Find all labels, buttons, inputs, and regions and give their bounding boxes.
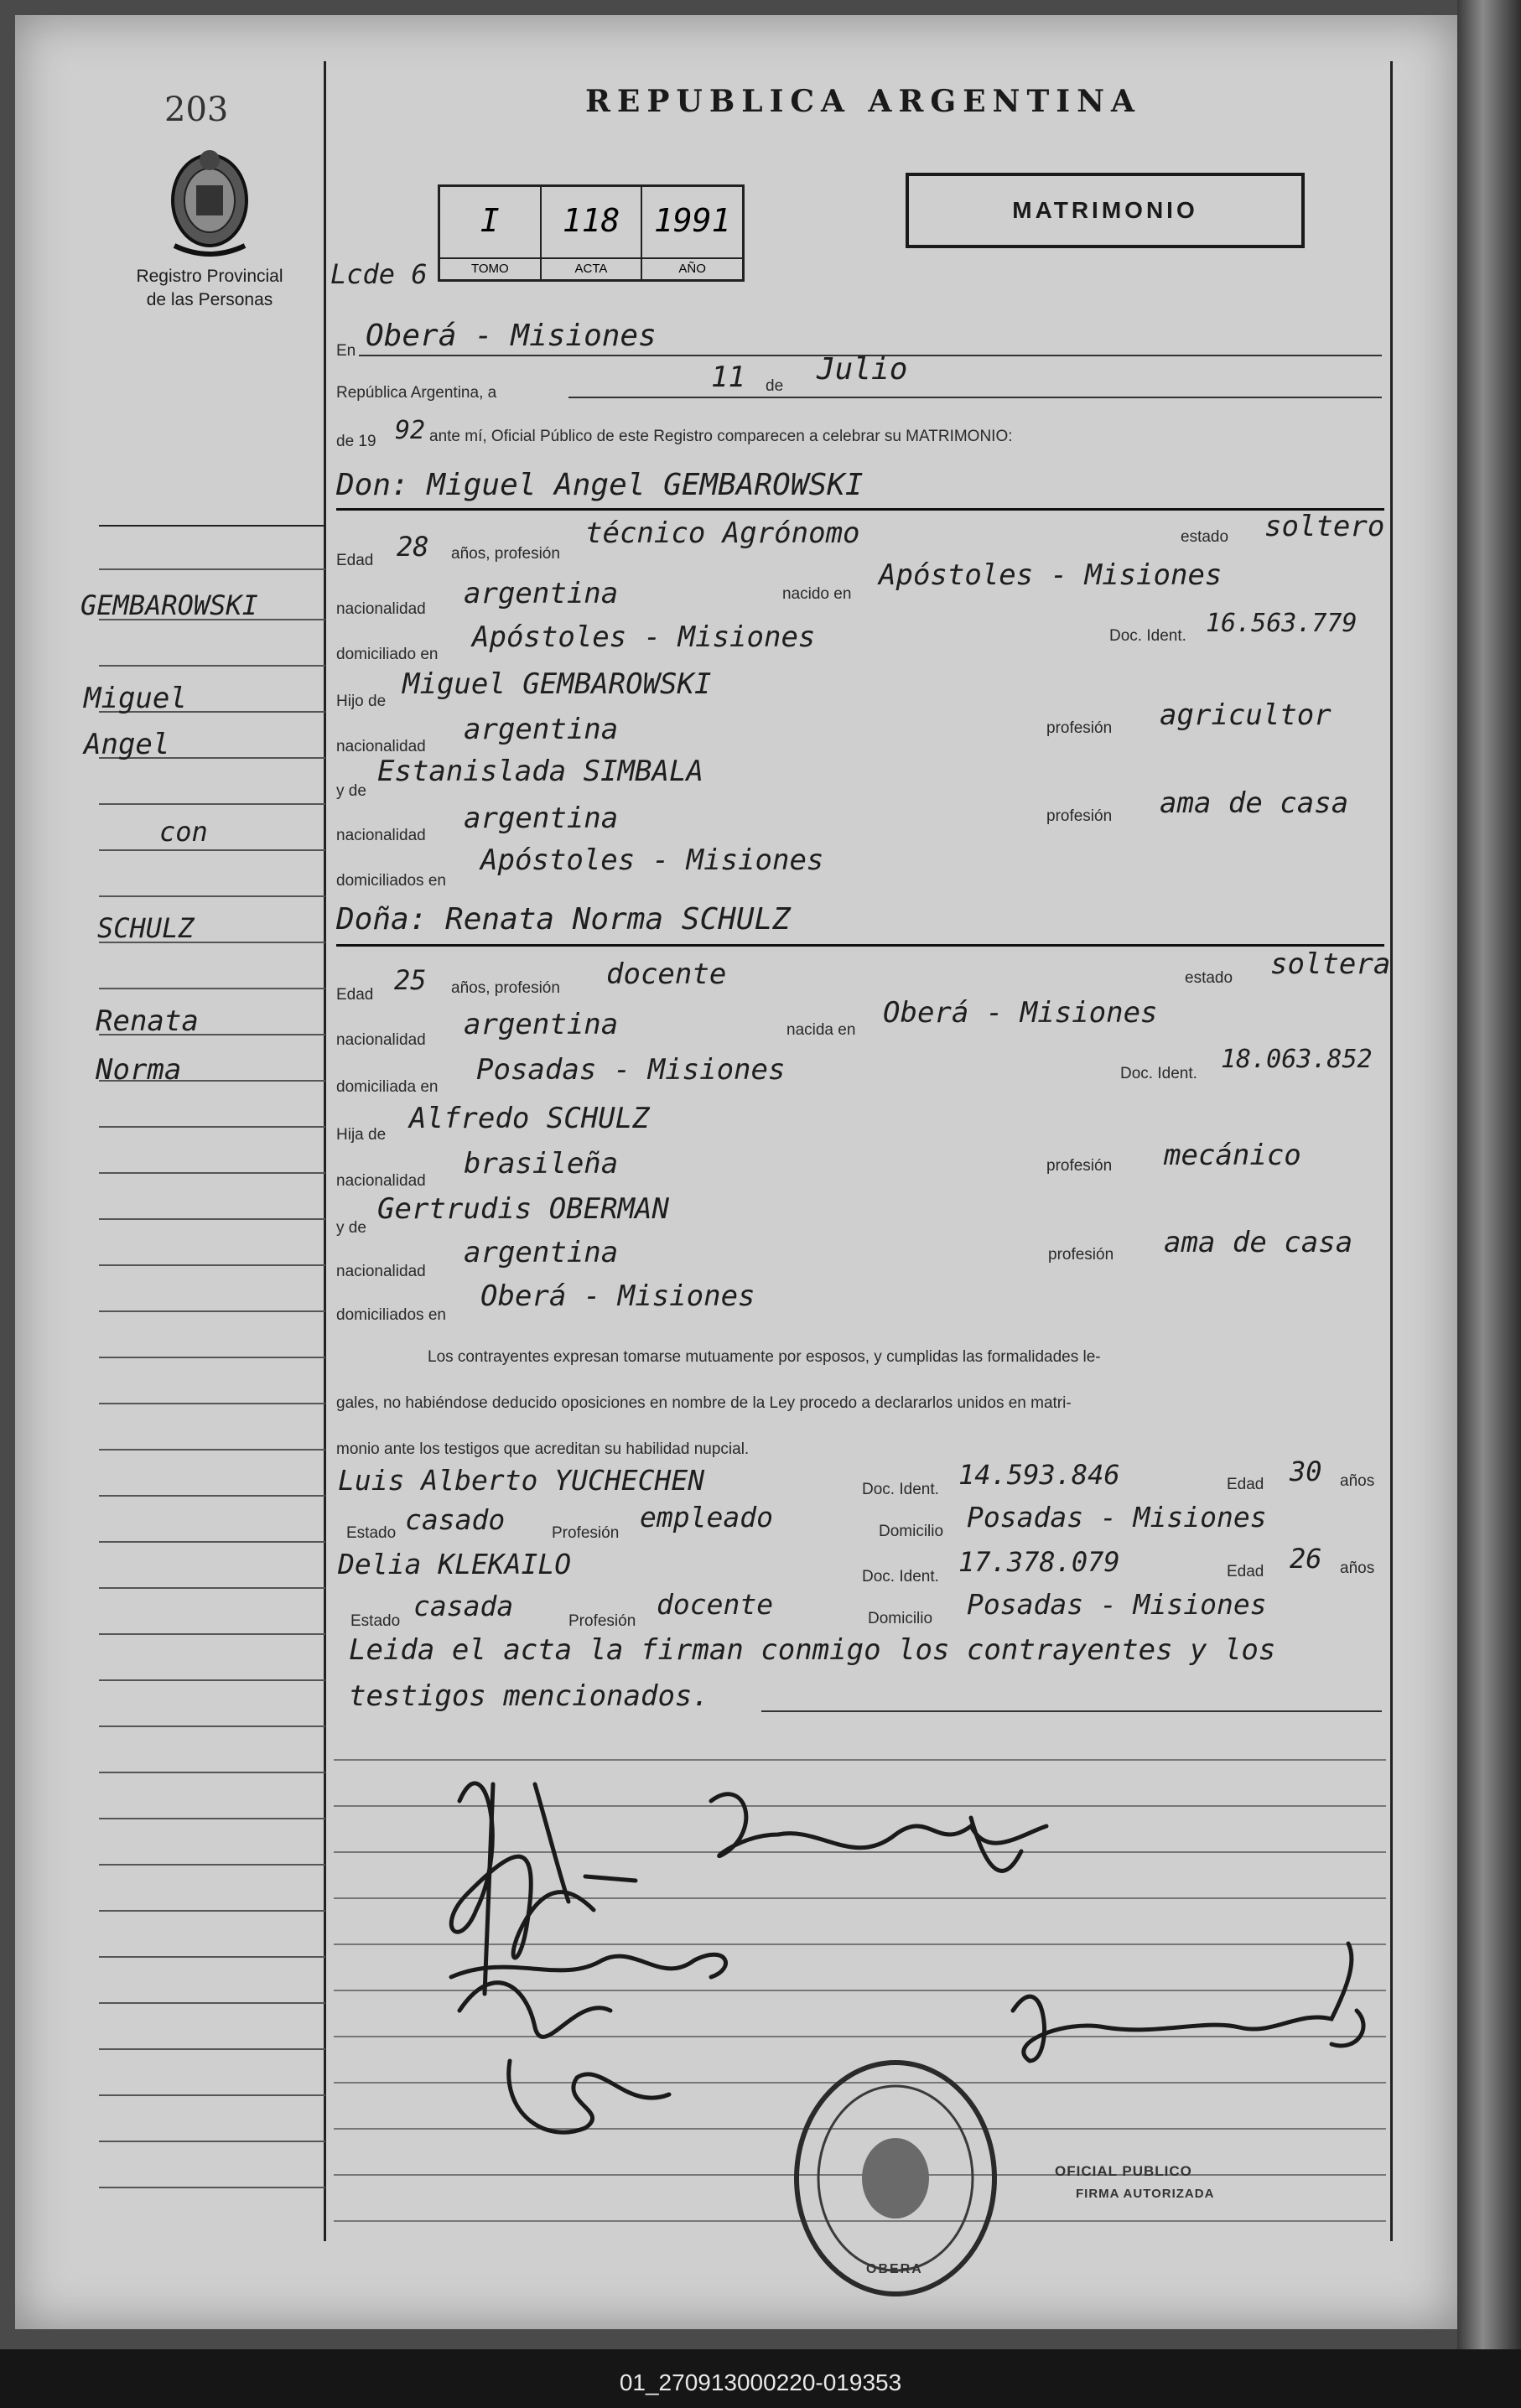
bride-madre-nac: argentina xyxy=(464,1236,619,1269)
margin-rule xyxy=(99,1726,325,1727)
margin-rule xyxy=(99,665,325,667)
closing-line2: testigos mencionados. xyxy=(349,1679,709,1713)
ano-cell xyxy=(642,187,742,279)
certificate-page xyxy=(15,15,1457,2329)
witness1-anos-label: años xyxy=(1340,1472,1375,1490)
year-text: ante mí, Oficial Público de este Registro comparecen a celebrar su MATRIMONIO: xyxy=(429,428,1013,445)
day-value: 11 xyxy=(711,361,745,394)
witness2-edad-label: Edad xyxy=(1227,1563,1264,1580)
margin-divider xyxy=(324,61,326,2241)
bride-edad: 25 xyxy=(394,964,427,996)
year-value: 92 xyxy=(395,416,426,445)
groom-padre-nac: argentina xyxy=(464,713,619,746)
fill-line xyxy=(336,508,1384,511)
place-value: Oberá - Misiones xyxy=(366,319,657,353)
declaration-line1: Los contrayentes expresan tomarse mutuamente por esposos, y cumplidas las formalidades le- xyxy=(428,1348,1101,1366)
witness1-doc: 14.593.846 xyxy=(958,1459,1120,1491)
witness2-doc-label: Doc. Ident. xyxy=(862,1568,939,1585)
witness2-doc: 17.378.079 xyxy=(958,1546,1120,1578)
margin-rule xyxy=(99,1956,325,1958)
en-label: En xyxy=(336,342,356,360)
document-type-box: MATRIMONIO xyxy=(906,173,1305,248)
fill-line xyxy=(568,397,1382,398)
bride-nacida-label: nacida en xyxy=(786,1021,856,1039)
groom-doc: 16.563.779 xyxy=(1206,609,1357,638)
bride-padres-dom: Oberá - Misiones xyxy=(480,1279,755,1313)
margin-rule xyxy=(99,1449,325,1451)
margin-bride-surname: SCHULZ xyxy=(97,912,195,944)
margin-rule xyxy=(99,1818,325,1819)
bride-padres-dom-label: domiciliados en xyxy=(336,1306,446,1324)
groom-padre-prof-label: profesión xyxy=(1046,719,1113,737)
page-number: 203 xyxy=(164,91,229,129)
margin-groom-name-2: Angel xyxy=(84,728,170,761)
witness2-estado-label: Estado xyxy=(350,1612,401,1630)
margin-rule xyxy=(99,1172,325,1174)
tomo-cell xyxy=(440,187,542,279)
bride-padre-prof: mecánico xyxy=(1164,1139,1301,1172)
margin-rule xyxy=(99,1495,325,1497)
margin-rule xyxy=(99,1218,325,1220)
ano-caption: AÑO xyxy=(642,257,742,276)
bride-madre-prof: ama de casa xyxy=(1164,1226,1353,1259)
tomo-value: I xyxy=(480,202,500,239)
margin-rule xyxy=(99,1772,325,1773)
closing-line1: Leida el acta la firman conmigo los contrayentes y los xyxy=(349,1633,1276,1667)
bride-edad-label: Edad xyxy=(336,986,374,1004)
declaration-line2: gales, no habiéndose deducido oposiciones en nombre de la Ley procedo a declararlos unidos en matri- xyxy=(336,1394,1072,1412)
seal-city: OBERA xyxy=(866,2262,923,2276)
witness2-profesion: docente xyxy=(657,1588,774,1621)
witness1-domicilio: Posadas - Misiones xyxy=(967,1501,1267,1534)
witness2-profesion-label: Profesión xyxy=(568,1612,636,1630)
witness1-domicilio-label: Domicilio xyxy=(879,1523,944,1540)
margin-groom-surname: GEMBAROWSKI xyxy=(80,589,258,621)
margin-rule xyxy=(99,2048,325,2050)
bride-madre-prof-label: profesión xyxy=(1048,1246,1114,1264)
bride-madre-nac-label: nacionalidad xyxy=(336,1263,426,1280)
bride-madre-label: y de xyxy=(336,1219,366,1237)
witness1-edad-label: Edad xyxy=(1227,1476,1264,1493)
margin-con: con xyxy=(159,816,208,848)
margin-rule xyxy=(99,849,325,851)
official-line2: FIRMA AUTORIZADA xyxy=(1076,2187,1215,2201)
fill-line xyxy=(336,944,1384,947)
witness2-name: Delia KLEKAILO xyxy=(338,1548,572,1580)
groom-don-line: Don: Miguel Angel GEMBAROWSKI xyxy=(336,468,864,502)
margin-rule xyxy=(99,988,325,989)
bride-domicilio: Posadas - Misiones xyxy=(476,1053,786,1087)
republica-label: República Argentina, a xyxy=(336,384,497,402)
groom-padres-dom: Apóstoles - Misiones xyxy=(480,843,824,877)
coat-of-arms-icon xyxy=(158,145,262,262)
lcde-note: Lcde 6 xyxy=(330,258,428,290)
groom-domicilio-label: domiciliado en xyxy=(336,646,439,663)
scan-filename: 01_270913000220-019353 xyxy=(619,2369,902,2395)
bride-nacionalidad: argentina xyxy=(464,1008,619,1041)
bride-dona-line: Doña: Renata Norma SCHULZ xyxy=(336,902,791,937)
year-label: de 19 xyxy=(336,433,376,450)
margin-rule xyxy=(99,1541,325,1543)
groom-estado: soltero xyxy=(1264,510,1385,543)
groom-hijo-label: Hijo de xyxy=(336,693,387,710)
bride-profesion-label: años, profesión xyxy=(451,979,560,997)
tomo-caption: TOMO xyxy=(440,257,540,276)
witness2-estado: casada xyxy=(413,1590,514,1622)
margin-rule xyxy=(99,1633,325,1635)
bride-estado: soltera xyxy=(1270,947,1391,981)
witness1-estado-label: Estado xyxy=(346,1524,397,1542)
groom-domicilio: Apóstoles - Misiones xyxy=(472,620,816,654)
bride-hija-label: Hija de xyxy=(336,1126,387,1144)
witness2-domicilio: Posadas - Misiones xyxy=(967,1588,1267,1621)
groom-edad-label: Edad xyxy=(336,552,374,569)
country-title: REPUBLICA ARGENTINA xyxy=(585,84,1141,119)
margin-rule xyxy=(99,2002,325,2004)
acta-value: 118 xyxy=(562,202,620,239)
margin-rule xyxy=(99,2141,325,2142)
groom-nacido-label: nacido en xyxy=(782,585,852,603)
groom-edad: 28 xyxy=(397,531,429,563)
bride-profesion: docente xyxy=(606,957,727,991)
margin-rule xyxy=(99,1310,325,1312)
witness1-name: Luis Alberto YUCHECHEN xyxy=(338,1464,705,1497)
margin-rule xyxy=(99,2094,325,2096)
groom-profesion: técnico Agrónomo xyxy=(585,516,860,550)
groom-nacido: Apóstoles - Misiones xyxy=(879,558,1223,592)
margin-rule xyxy=(99,2187,325,2188)
witness1-profesion-label: Profesión xyxy=(552,1524,620,1542)
witness1-estado: casado xyxy=(405,1503,506,1536)
groom-madre: Estanislada SIMBALA xyxy=(377,755,703,788)
groom-padre-nac-label: nacionalidad xyxy=(336,738,426,755)
bride-doc: 18.063.852 xyxy=(1221,1045,1373,1074)
groom-madre-nac-label: nacionalidad xyxy=(336,827,426,844)
margin-groom-name-1: Miguel xyxy=(84,682,187,715)
bride-madre: Gertrudis OBERMAN xyxy=(377,1192,669,1226)
groom-nacionalidad: argentina xyxy=(464,577,619,610)
groom-madre-prof: ama de casa xyxy=(1160,786,1349,820)
margin-rule xyxy=(99,1679,325,1681)
registry-name-line1: Registro Provincial xyxy=(136,267,283,286)
bride-nacionalidad-label: nacionalidad xyxy=(336,1031,426,1049)
witness2-anos-label: años xyxy=(1340,1559,1375,1577)
groom-padres-dom-label: domiciliados en xyxy=(336,872,446,890)
acta-cell xyxy=(542,187,643,279)
witness2-edad: 26 xyxy=(1290,1543,1322,1575)
bride-nacida: Oberá - Misiones xyxy=(883,996,1158,1030)
declaration-line3: monio ante los testigos que acreditan su habilidad nupcial. xyxy=(336,1440,750,1458)
margin-rule xyxy=(99,895,325,897)
witness1-edad: 30 xyxy=(1290,1456,1322,1487)
bride-doc-label: Doc. Ident. xyxy=(1120,1065,1197,1082)
groom-profesion-label: años, profesión xyxy=(451,545,560,563)
margin-bride-name-2: Norma xyxy=(96,1053,182,1087)
margin-rule xyxy=(99,1264,325,1266)
groom-estado-label: estado xyxy=(1181,528,1229,546)
book-binding xyxy=(1457,0,1521,2408)
margin-rule xyxy=(99,1357,325,1358)
margin-rule xyxy=(99,1587,325,1589)
bride-padre-nac-label: nacionalidad xyxy=(336,1172,426,1190)
registry-name-line2: de las Personas xyxy=(146,290,273,309)
bride-padre-nac: brasileña xyxy=(464,1147,619,1181)
acta-reference-box xyxy=(438,184,745,282)
witness1-doc-label: Doc. Ident. xyxy=(862,1481,939,1498)
margin-rule xyxy=(99,1864,325,1866)
groom-madre-label: y de xyxy=(336,782,366,800)
bride-estado-label: estado xyxy=(1185,969,1233,987)
acta-caption: ACTA xyxy=(542,257,641,276)
month-value: Julio xyxy=(817,352,908,387)
right-border xyxy=(1390,61,1393,2241)
margin-rule xyxy=(99,803,325,805)
de-label: de xyxy=(766,377,784,395)
witness2-domicilio-label: Domicilio xyxy=(868,1610,933,1627)
groom-madre-prof-label: profesión xyxy=(1046,807,1113,825)
groom-padre: Miguel GEMBAROWSKI xyxy=(402,667,712,701)
bride-padre: Alfredo SCHULZ xyxy=(409,1102,650,1135)
margin-rule xyxy=(99,1910,325,1912)
ano-value: 1991 xyxy=(653,202,731,239)
margin-rule xyxy=(99,1403,325,1404)
bride-padre-prof-label: profesión xyxy=(1046,1157,1113,1175)
margin-rule xyxy=(99,1126,325,1128)
margin-rule xyxy=(99,525,325,527)
official-line1: OFICIAL PUBLICO xyxy=(1055,2163,1192,2179)
witness1-profesion: empleado xyxy=(640,1501,773,1534)
margin-bride-name-1: Renata xyxy=(96,1004,199,1038)
margin-rule xyxy=(99,568,325,570)
groom-nacionalidad-label: nacionalidad xyxy=(336,600,426,618)
groom-padre-prof: agricultor xyxy=(1160,698,1332,732)
groom-doc-label: Doc. Ident. xyxy=(1109,627,1186,645)
groom-madre-nac: argentina xyxy=(464,802,619,835)
bride-domicilio-label: domiciliada en xyxy=(336,1078,439,1096)
